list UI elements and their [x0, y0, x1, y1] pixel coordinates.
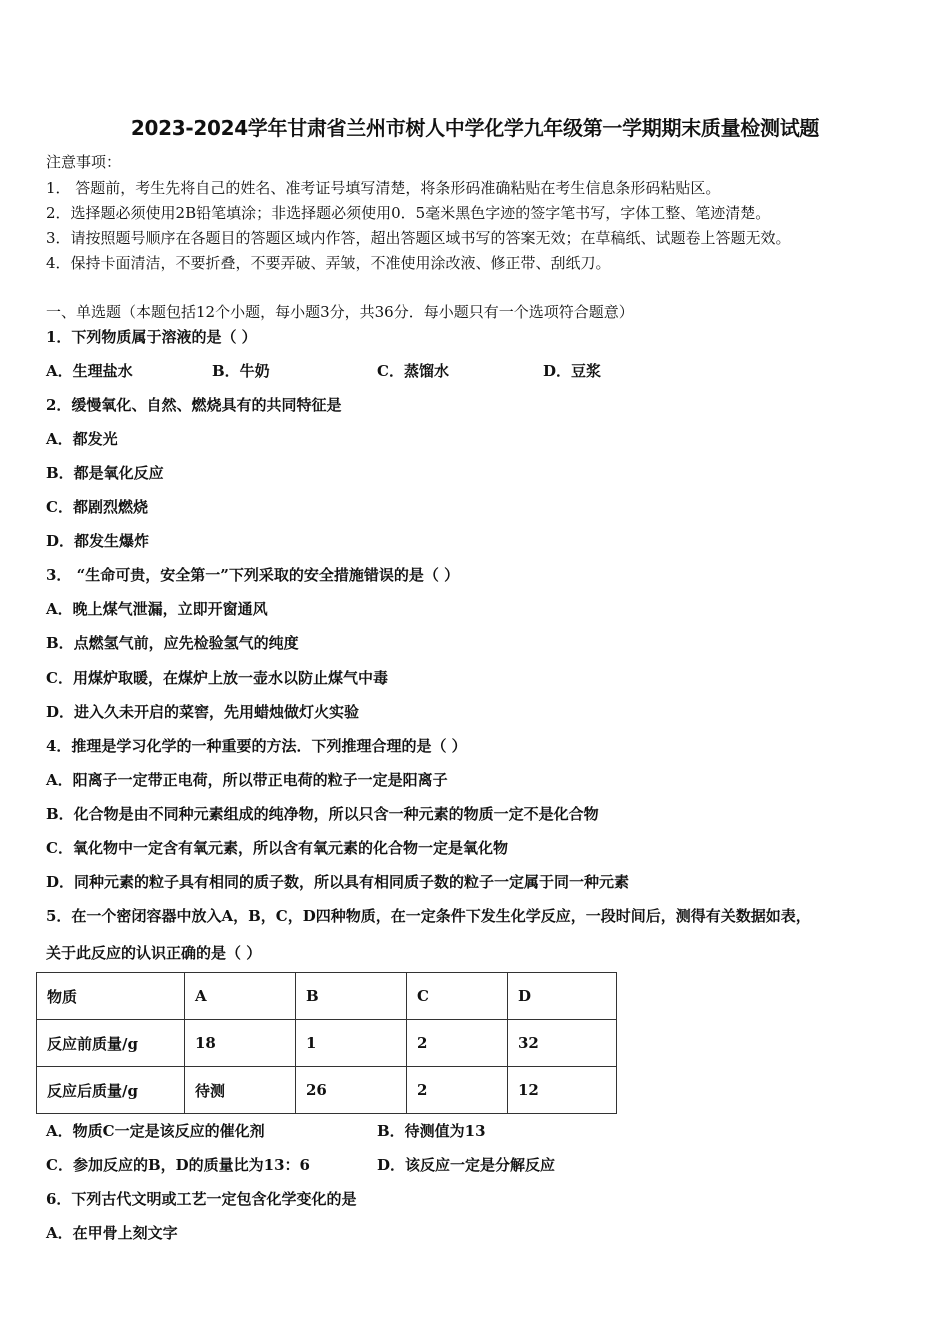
question-4-option-a: A．阳离子一定带正电荷，所以带正电荷的粒子一定是阳离子	[46, 771, 448, 789]
table-cell: 物质	[37, 973, 185, 1020]
question-1-option-b: B．牛奶	[212, 362, 270, 380]
page-title: 2023-2024学年甘肃省兰州市树人中学化学九年级第一学期期末质量检测试题	[130, 116, 820, 140]
question-1-option-d: D．豆浆	[543, 362, 602, 380]
question-4-option-b: B．化合物是由不同种元素组成的纯净物，所以只含一种元素的物质一定不是化合物	[46, 805, 599, 823]
table-cell: A	[185, 973, 296, 1020]
table-cell: D	[508, 973, 617, 1020]
note-item: 4．保持卡面清洁，不要折叠，不要弄破、弄皱，不准使用涂改液、修正带、刮纸刀。	[46, 254, 611, 272]
question-3-option-c: C．用煤炉取暖，在煤炉上放一壶水以防止煤气中毒	[46, 669, 388, 687]
question-5-option-c: C．参加反应的B，D的质量比为13：6	[46, 1156, 310, 1174]
question-3-option-d: D．进入久未开启的菜窖，先用蜡烛做灯火实验	[46, 703, 360, 721]
question-2-option-a: A．都发光	[46, 430, 118, 448]
table-cell: 反应前质量/g	[37, 1020, 185, 1067]
question-2-option-d: D．都发生爆炸	[46, 532, 150, 550]
question-3-option-b: B．点燃氢气前，应先检验氢气的纯度	[46, 634, 299, 652]
question-2-stem: 2．缓慢氧化、自然、燃烧具有的共同特征是	[46, 396, 342, 414]
question-5-option-b: B．待测值为13	[377, 1122, 486, 1140]
table-cell: 18	[185, 1020, 296, 1067]
question-4-option-d: D．同种元素的粒子具有相同的质子数，所以具有相同质子数的粒子一定属于同一种元素	[46, 873, 630, 891]
question-3-stem: 3． “生命可贵，安全第一”下列采取的安全措施错误的是（ ）	[46, 566, 460, 584]
question-2-option-b: B．都是氧化反应	[46, 464, 164, 482]
question-1-option-a: A．生理盐水	[46, 362, 133, 380]
table-cell: B	[296, 973, 407, 1020]
table-cell: 1	[296, 1020, 407, 1067]
reaction-data-table	[36, 972, 617, 1114]
table-cell: 2	[407, 1067, 508, 1114]
question-3-option-a: A．晚上煤气泄漏，立即开窗通风	[46, 600, 268, 618]
table-cell: 26	[296, 1067, 407, 1114]
table-header-row	[37, 973, 617, 1020]
note-item: 2．选择题必须使用2B铅笔填涂；非选择题必须使用0．5毫米黑色字迹的签字笔书写，字体工整、笔迹清楚。	[46, 204, 771, 222]
table-row	[37, 1067, 617, 1114]
question-5-option-a: A．物质C一定是该反应的催化剂	[46, 1122, 265, 1140]
question-6-option-a: A．在甲骨上刻文字	[46, 1224, 178, 1242]
table-cell: 待测	[185, 1067, 296, 1114]
note-item: 1． 答题前，考生先将自己的姓名、准考证号填写清楚，将条形码准确粘贴在考生信息条形码粘贴区。	[46, 179, 721, 197]
question-4-option-c: C．氧化物中一定含有氧元素，所以含有氧元素的化合物一定是氧化物	[46, 839, 508, 857]
note-item: 3．请按照题号顺序在各题目的答题区域内作答，超出答题区域书写的答案无效；在草稿纸、试题卷上答题无效。	[46, 229, 791, 247]
table-cell: 32	[508, 1020, 617, 1067]
section-heading: 一、单选题（本题包括12个小题，每小题3分，共36分．每小题只有一个选项符合题意）	[46, 303, 634, 321]
question-1-option-c: C．蒸馏水	[377, 362, 449, 380]
question-4-stem: 4．推理是学习化学的一种重要的方法．下列推理合理的是（ ）	[46, 737, 467, 755]
question-5-stem-line1: 5．在一个密闭容器中放入A，B，C，D四种物质，在一定条件下发生化学反应，一段时间后，测得有关数据如表，	[46, 907, 811, 925]
question-2-option-c: C．都剧烈燃烧	[46, 498, 148, 516]
table-cell: 12	[508, 1067, 617, 1114]
question-6-stem: 6．下列古代文明或工艺一定包含化学变化的是	[46, 1190, 357, 1208]
table-cell: 2	[407, 1020, 508, 1067]
question-5-option-d: D．该反应一定是分解反应	[377, 1156, 556, 1174]
notes-heading: 注意事项：	[46, 153, 122, 171]
question-5-stem-line2: 关于此反应的认识正确的是（ ）	[46, 944, 262, 962]
table-row	[37, 1020, 617, 1067]
table-cell: C	[407, 973, 508, 1020]
question-1-stem: 1．下列物质属于溶液的是（ ）	[46, 328, 257, 346]
table-cell: 反应后质量/g	[37, 1067, 185, 1114]
